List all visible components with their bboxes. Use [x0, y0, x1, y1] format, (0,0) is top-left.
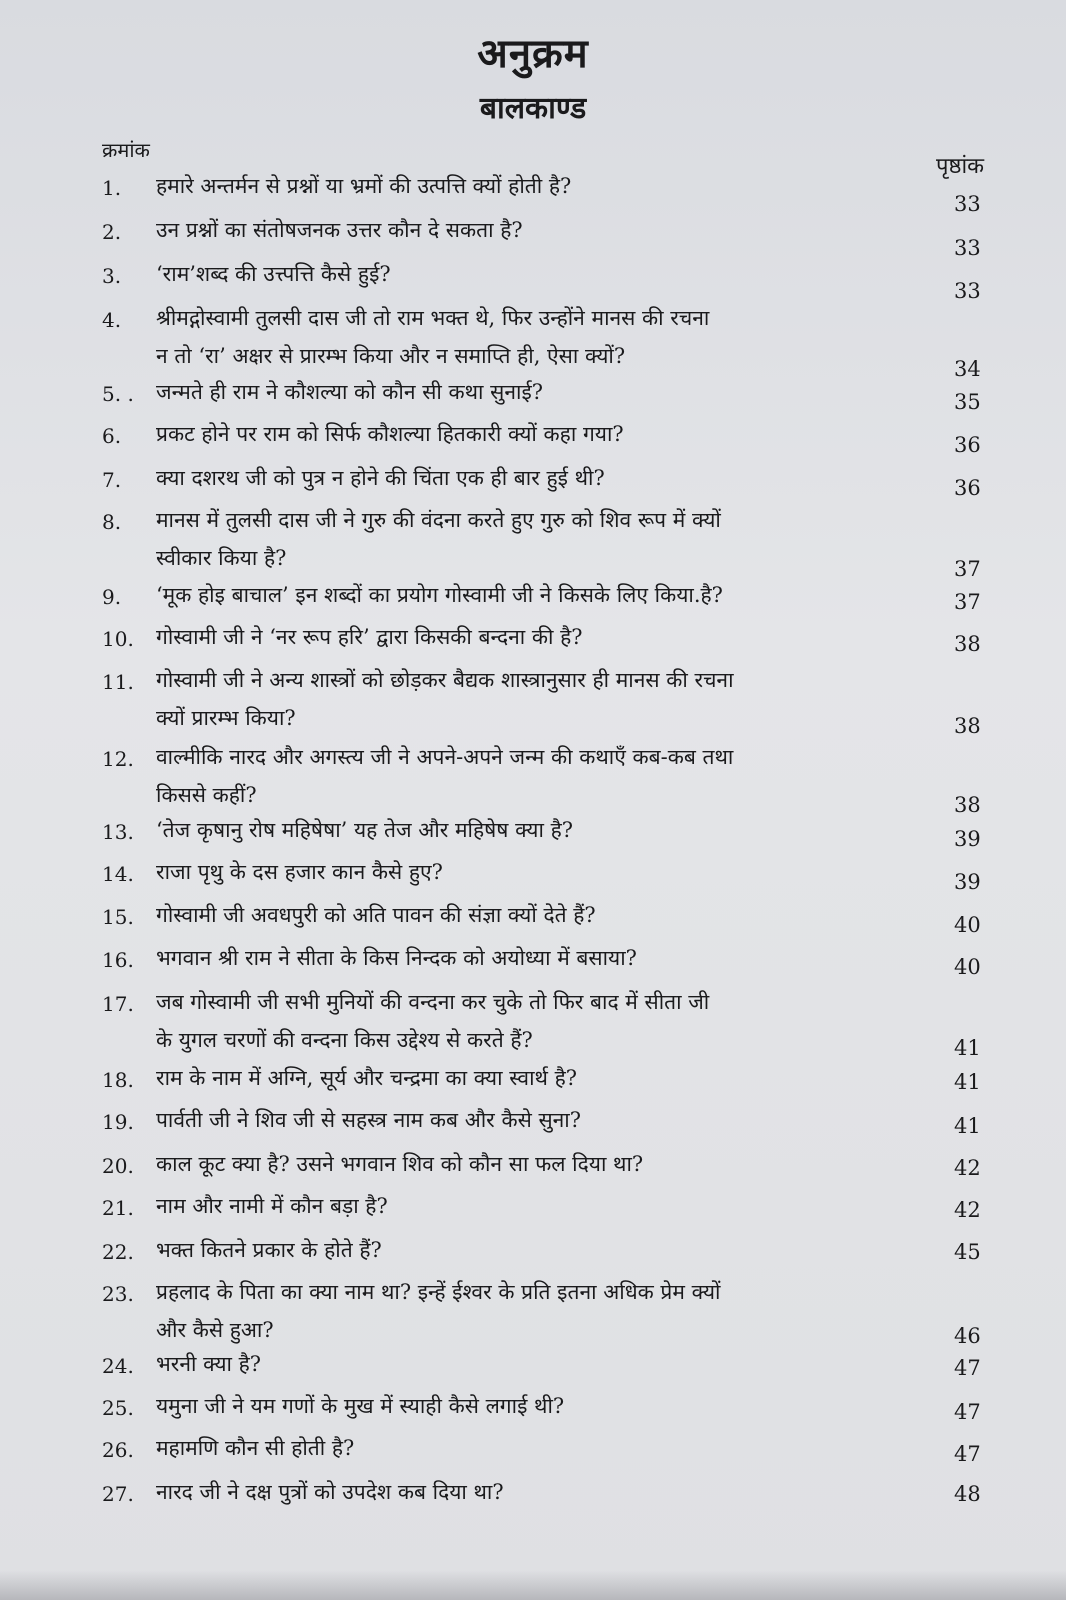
entry-question: काल कूट क्या है? उसने भगवान शिव को कौन सा फल दिया था?	[156, 1152, 644, 1176]
entry-question: किससे कहीं?	[156, 783, 257, 807]
entry-page-number: 47	[954, 1400, 981, 1424]
entry-page-number: 33	[954, 279, 981, 303]
entry-page-number: 36	[954, 433, 981, 457]
entry-question: क्या दशरथ जी को पुत्र न होने की चिंता एक ही बार हुई थी?	[156, 466, 605, 490]
entry-number: 12.	[102, 747, 134, 771]
entry-page-number: 40	[954, 955, 981, 979]
entry-page-number: 38	[954, 714, 981, 738]
entry-question: भरनी क्या है?	[156, 1352, 262, 1376]
entry-page-number: 38	[954, 793, 981, 817]
entry-number: 3.	[102, 264, 122, 288]
entry-page-number: 47	[954, 1356, 981, 1380]
entry-number: 1.	[102, 176, 122, 200]
entry-number: 14.	[102, 862, 134, 886]
page-edge-shadow	[0, 1570, 1066, 1600]
entry-question: ‘राम’शब्द की उत्त्पत्ति कैसे हुई?	[156, 262, 391, 286]
entry-number: 5. .	[102, 382, 134, 406]
entry-question: गोस्वामी जी ने ‘नर रूप हरि’ द्वारा किसकी बन्दना की है?	[156, 625, 583, 649]
entry-question: महामणि कौन सी होती है?	[156, 1436, 355, 1460]
entry-question: प्रकट होने पर राम को सिर्फ कौशल्या हितकारी क्यों कहा गया?	[156, 422, 624, 446]
entry-number: 15.	[102, 905, 134, 929]
entry-question: के युगल चरणों की वन्दना किस उद्देश्य से करते हैं?	[156, 1028, 533, 1052]
entry-question: यमुना जी ने यम गणों के मुख में स्याही कैसे लगाई थी?	[156, 1394, 565, 1418]
entry-question: मानस में तुलसी दास जी ने गुरु की वंदना करते हुए गुरु को शिव रूप में क्यों	[156, 508, 721, 532]
entry-number: 2.	[102, 220, 122, 244]
entry-question: जन्मते ही राम ने कौशल्या को कौन सी कथा सुनाई?	[156, 380, 544, 404]
entry-question: पार्वती जी ने शिव जी से सहस्त्र नाम कब और कैसे सुना?	[156, 1108, 581, 1132]
entry-number: 10.	[102, 627, 134, 651]
entry-question: क्यों प्रारम्भ किया?	[156, 706, 296, 730]
entry-question: राम के नाम में अग्नि, सूर्य और चन्द्रमा का क्या स्वार्थ है?	[156, 1066, 578, 1090]
entry-page-number: 42	[954, 1156, 981, 1180]
entry-page-number: 40	[954, 913, 981, 937]
entry-number: 6.	[102, 424, 122, 448]
entry-question: ‘मूक होइ बाचाल’ इन शब्दों का प्रयोग गोस्वामी जी ने किसके लिए किया.है?	[156, 583, 723, 607]
page-column-header: पृष्ठांक	[936, 154, 985, 179]
entry-question: ‘तेज कृषानु रोष महिषेषा’ यह तेज और महिषेष क्या है?	[156, 818, 574, 842]
entry-page-number: 41	[954, 1036, 981, 1060]
entry-question: वाल्मीकि नारद और अगस्त्य जी ने अपने-अपने जन्म की कथाएँ कब-कब तथा	[156, 745, 734, 769]
entry-page-number: 41	[954, 1114, 981, 1138]
entry-page-number: 38	[954, 632, 981, 656]
entry-number: 23.	[102, 1282, 134, 1306]
entry-number: 11.	[102, 670, 134, 694]
entry-page-number: 41	[954, 1070, 981, 1094]
page-title: अनुक्रम	[477, 30, 589, 77]
entry-question: नारद जी ने दक्ष पुत्रों को उपदेश कब दिया था?	[156, 1480, 504, 1504]
entry-question: गोस्वामी जी अवधपुरी को अति पावन की संज्ञा क्यों देते हैं?	[156, 903, 596, 927]
entry-number: 22.	[102, 1240, 134, 1264]
entry-number: 19.	[102, 1110, 134, 1134]
entry-question: गोस्वामी जी ने अन्य शास्त्रों को छोड़कर बैद्यक शास्त्रानुसार ही मानस की रचना	[156, 668, 734, 692]
entry-number: 21.	[102, 1196, 134, 1220]
entry-question: प्रहलाद के पिता का क्या नाम था? इन्हें ईश्वर के प्रति इतना अधिक प्रेम क्यों	[156, 1280, 721, 1304]
entry-number: 27.	[102, 1482, 134, 1506]
entry-page-number: 36	[954, 476, 981, 500]
entry-number: 13.	[102, 820, 134, 844]
entry-page-number: 39	[954, 870, 981, 894]
entry-question: हमारे अन्तर्मन से प्रश्नों या भ्रमों की उत्पत्ति क्यों होती है?	[156, 174, 572, 198]
entry-question: राजा पृथु के दस हजार कान कैसे हुए?	[156, 860, 443, 884]
entry-question: श्रीमद्गोस्वामी तुलसी दास जी तो राम भक्त थे, फिर उन्होंने मानस की रचना	[156, 306, 710, 330]
entry-page-number: 34	[954, 357, 981, 381]
entry-number: 9.	[102, 585, 122, 609]
entry-number: 8.	[102, 510, 122, 534]
entry-question: नाम और नामी में कौन बड़ा है?	[156, 1194, 388, 1218]
entry-page-number: 33	[954, 236, 981, 260]
section-title: बालकाण्ड	[479, 91, 587, 126]
entry-page-number: 37	[954, 590, 981, 614]
entry-page-number: 46	[954, 1324, 981, 1348]
entry-question: भक्त कितने प्रकार के होते हैं?	[156, 1238, 382, 1262]
entry-number: 26.	[102, 1438, 134, 1462]
entry-page-number: 33	[954, 192, 981, 216]
entry-number: 25.	[102, 1396, 134, 1420]
entry-number: 20.	[102, 1154, 134, 1178]
entry-question: भगवान श्री राम ने सीता के किस निन्दक को अयोध्या में बसाया?	[156, 946, 637, 970]
entry-page-number: 42	[954, 1198, 981, 1222]
entry-page-number: 47	[954, 1442, 981, 1466]
entry-page-number: 45	[954, 1240, 981, 1264]
entry-page-number: 37	[954, 557, 981, 581]
entry-question: जब गोस्वामी जी सभी मुनियों की वन्दना कर चुके तो फिर बाद में सीता जी	[156, 990, 710, 1014]
entry-number: 18.	[102, 1068, 134, 1092]
entry-number: 17.	[102, 992, 134, 1016]
entry-question: स्वीकार किया है?	[156, 546, 287, 570]
entry-page-number: 48	[954, 1482, 981, 1506]
entry-number: 16.	[102, 948, 134, 972]
entry-number: 4.	[102, 308, 122, 332]
entry-question: उन प्रश्नों का संतोषजनक उत्तर कौन दे सकता है?	[156, 218, 523, 242]
entry-question: और कैसे हुआ?	[156, 1318, 274, 1342]
entry-page-number: 39	[954, 827, 981, 851]
entry-number: 7.	[102, 468, 122, 492]
serial-column-header: क्रमांक	[102, 138, 150, 162]
entry-page-number: 35	[954, 390, 981, 414]
entry-question: न तो ‘रा’ अक्षर से प्रारम्भ किया और न समाप्ति ही, ऐसा क्यों?	[156, 344, 626, 368]
entry-number: 24.	[102, 1354, 134, 1378]
